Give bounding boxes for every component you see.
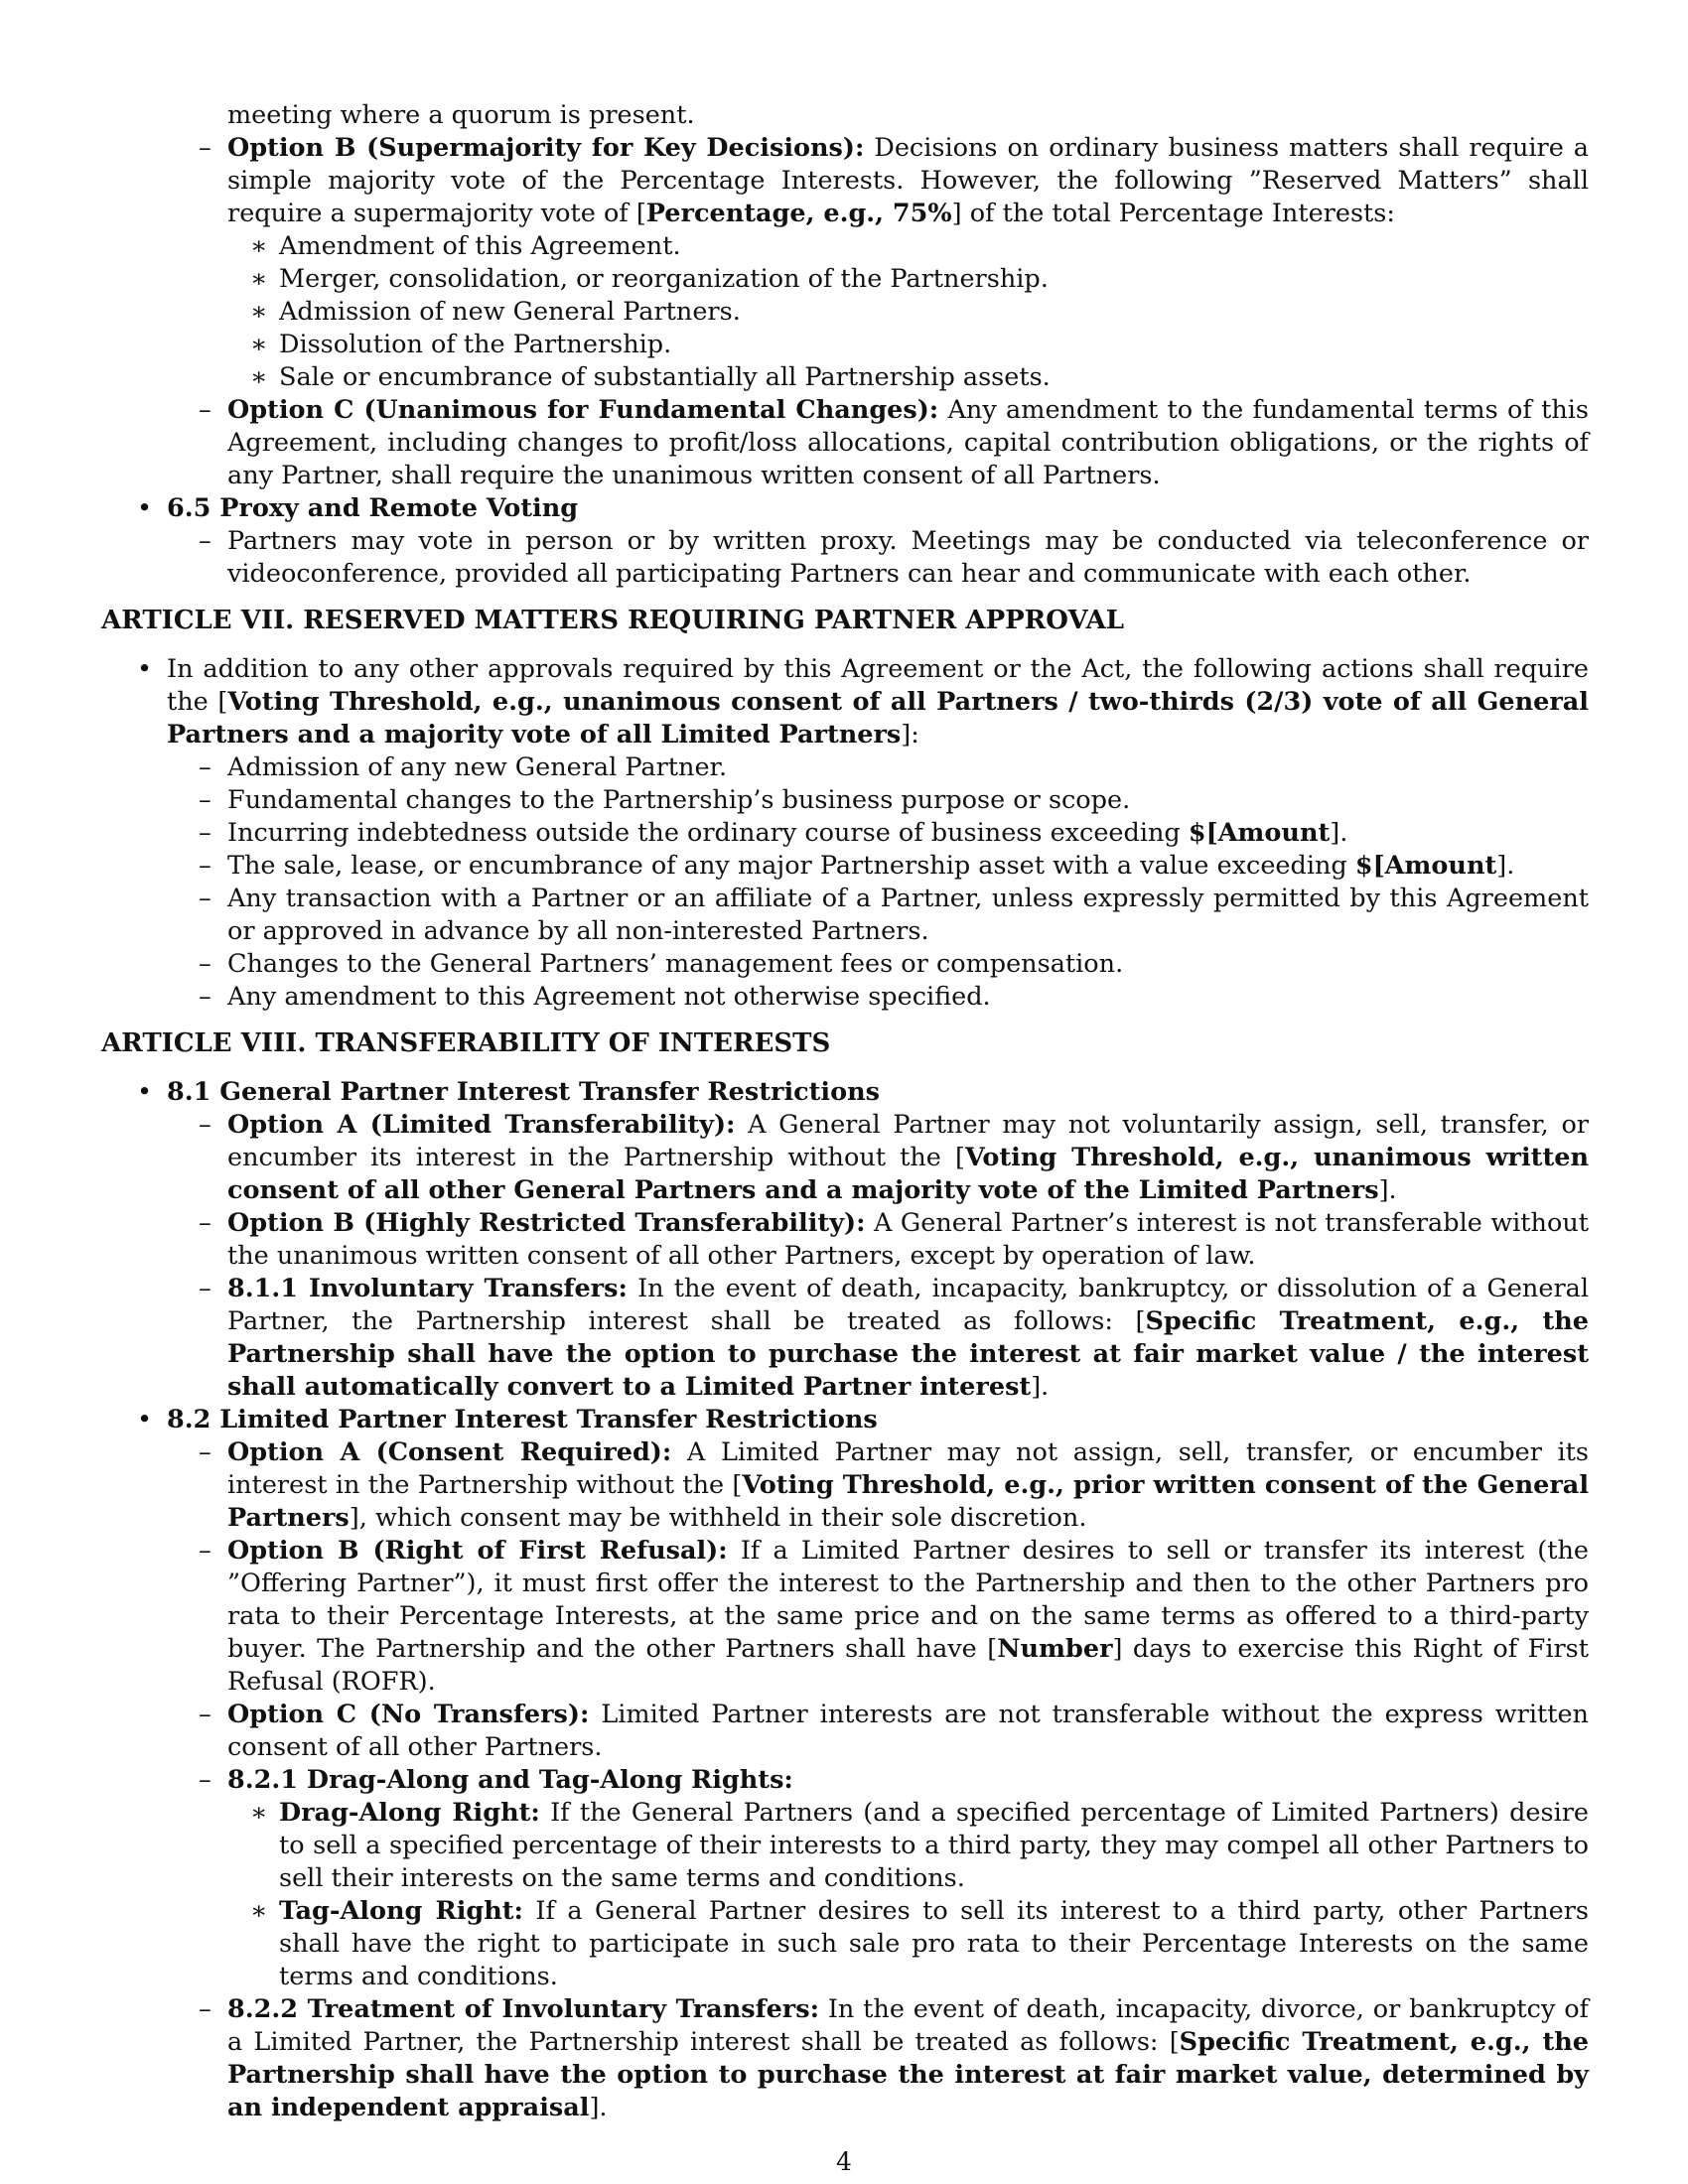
- dash-marker: –: [199, 133, 211, 163]
- section-8-2-heading: • 8.2 Limited Partner Interest Transfer Restrictions: [137, 1405, 878, 1434]
- option-b-supermajority: – Option B (Supermajority for Key Decisions): Decisions on ordinary business matters shall require a simple majority vote of the Percentage Interests. However, the following ”Reserved Matters” shall require a supermajority vote of [Percentage, e.g., 75%] of the total Percentage Interests:: [199, 133, 1589, 228]
- reserved-matter-item: ∗ Dissolution of the Partnership.: [250, 330, 672, 359]
- section-6-5-heading: • 6.5 Proxy and Remote Voting: [137, 493, 579, 523]
- tag-along-right: ∗ Tag-Along Right: If a General Partner desires to sell its interest to a third party, other Partners shall have the right to participate in such sale pro rata to their Percentage Interests on the same terms and conditions.: [250, 1896, 1589, 1991]
- option-c-unanimous: – Option C (Unanimous for Fundamental Changes): Any amendment to the fundamental terms of this Agreement, including changes to profit/loss allocations, capital contribution obligations, or the rights of any Partner, shall require the unanimous written consent of all Partners.: [199, 395, 1589, 490]
- reserved-matter-item: ∗ Amendment of this Agreement.: [250, 231, 681, 261]
- document-body: [101, 99, 1589, 2124]
- section-8-1-1-involuntary: – 8.1.1 Involuntary Transfers: In the event of death, incapacity, bankruptcy, or dissolution of a General Partner, the Partnership interest shall be treated as follows: [Specific Treatment, e.g., the Partnership shall have the option to purchase the interest at fair market value / the interest shall automatically convert to a Limited Partner interest].: [199, 1274, 1589, 1402]
- article-7-item: – Incurring indebtedness outside the ordinary course of business exceeding $[Amount].: [199, 818, 1348, 848]
- article-7-item: – Admission of any new General Partner.: [199, 752, 728, 782]
- section-8-1-option-a: – Option A (Limited Transferability): A General Partner may not voluntarily assign, sell, transfer, or encumber its interest in the Partnership without the [Voting Threshold, e.g., unanimous written consent of all other General Partners and a majority vote of the Limited Partners].: [199, 1110, 1590, 1205]
- reserved-matter-item: ∗ Sale or encumbrance of substantially all Partnership assets.: [250, 362, 1051, 392]
- section-8-2-option-c: – Option C (No Transfers): Limited Partner interests are not transferable without the express written consent of all other Partners.: [199, 1700, 1589, 1762]
- article-7-item: – Any amendment to this Agreement not otherwise specified.: [199, 982, 991, 1012]
- section-8-2-option-a: – Option A (Consent Required): A Limited Partner may not assign, sell, transfer, or encumber its interest in the Partnership without the [Voting Threshold, e.g., prior written consent of the General Partners], which consent may be withheld in their sole discretion.: [199, 1437, 1590, 1533]
- page-number: 4: [836, 2147, 852, 2176]
- option-b-title: Option B (Supermajority for Key Decisions):: [227, 133, 865, 163]
- reserved-matter-item: ∗ Merger, consolidation, or reorganization of the Partnership.: [250, 264, 1049, 294]
- reserved-matter-item: ∗ Admission of new General Partners.: [250, 297, 741, 327]
- section-8-2-option-b: – Option B (Right of First Refusal): If a Limited Partner desires to sell or transfer its interest (the ”Offering Partner”), it must first offer the interest to the Partnership and then to the other Partners pro rata to their Percentage Interests, at the same price and on the same terms as offered to a third-party buyer. The Partnership and the other Partners shall have [Number] days to exercise this Right of First Refusal (ROFR).: [199, 1536, 1589, 1697]
- drag-along-right: ∗ Drag-Along Right: If the General Partners (and a specified percentage of Limited Partners) desire to sell a specified percentage of their interests to a third party, they may compel all other Partners to sell their interests on the same terms and conditions.: [250, 1798, 1590, 1893]
- article-7-heading: ARTICLE VII. RESERVED MATTERS REQUIRING PARTNER APPROVAL: [101, 606, 1125, 635]
- article-7-item: – The sale, lease, or encumbrance of any major Partnership asset with a value exceeding $[Amount].: [199, 851, 1515, 881]
- article-8-heading: ARTICLE VIII. TRANSFERABILITY OF INTERESTS: [101, 1028, 831, 1058]
- section-6-5-text: – Partners may vote in person or by written proxy. Meetings may be conducted via teleconference or videoconference, provided all participating Partners can hear and communicate with each other.: [199, 526, 1589, 589]
- section-8-1-heading: • 8.1 General Partner Interest Transfer Restrictions: [137, 1077, 881, 1107]
- article-7-item: – Any transaction with a Partner or an affiliate of a Partner, unless expressly permitted by this Agreement or approved in advance by all non-interested Partners.: [199, 884, 1589, 946]
- bullet-marker: •: [137, 493, 153, 523]
- article-7-item: – Changes to the General Partners’ management fees or compensation.: [199, 949, 1124, 979]
- section-8-2-2-involuntary: – 8.2.2 Treatment of Involuntary Transfers: In the event of death, incapacity, divorce, or bankruptcy of a Limited Partner, the Partnership interest shall be treated as follows: [Specific Treatment, e.g., the Partnership shall have the option to purchase the interest at fair market value, determined by an independent appraisal].: [199, 1994, 1589, 2122]
- option-c-title: Option C (Unanimous for Fundamental Changes):: [227, 395, 939, 425]
- article-7-intro: • In addition to any other approvals required by this Agreement or the Act, the following actions shall require the [Voting Threshold, e.g., unanimous consent of all Partners / two-thirds (2/3) vote of all General Partners and a majority vote of all Limited Partners]:: [137, 654, 1589, 750]
- section-8-2-1-heading: – 8.2.1 Drag-Along and Tag-Along Rights:: [199, 1765, 793, 1795]
- section-8-1-option-b: – Option B (Highly Restricted Transferability): A General Partner’s interest is not transferable without the unanimous written consent of all other Partners, except by operation of law.: [199, 1208, 1589, 1271]
- article-7-item: – Fundamental changes to the Partnership’s business purpose or scope.: [199, 785, 1131, 815]
- continuation-text: meeting where a quorum is present.: [227, 100, 695, 130]
